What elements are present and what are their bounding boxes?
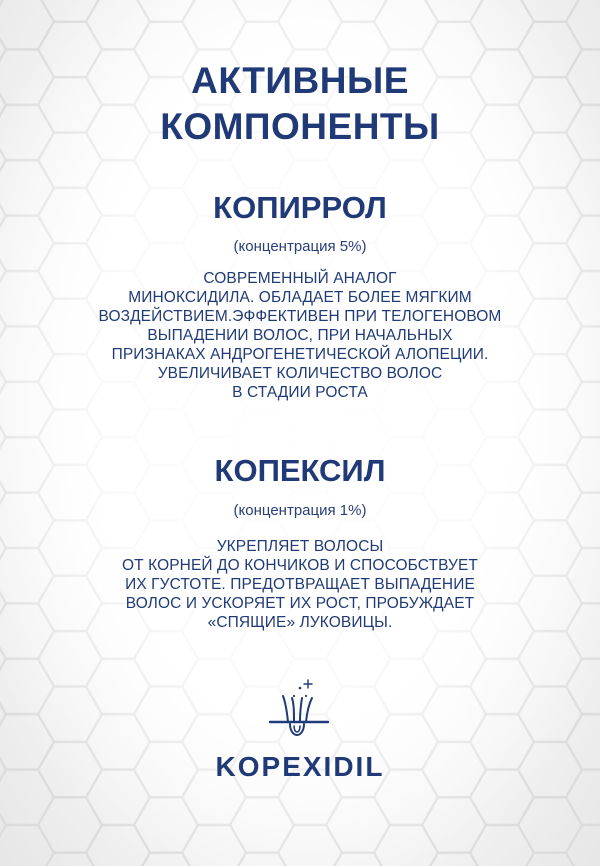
description-line: УКРЕПЛЯЕТ ВОЛОСЫ: [216, 538, 384, 555]
description-line: ВОЗДЕЙСТВИЕМ.ЭФФЕКТИВЕН ПРИ ТЕЛОГЕНОВОМ: [98, 308, 502, 325]
page-title: [0, 58, 600, 150]
component-description-kopeksil: [0, 537, 600, 632]
component-name-kopirrol: КОПИРРОЛ: [213, 190, 387, 225]
description-line: ВОЛОС И УСКОРЯЕТ ИХ РОСТ, ПРОБУЖДАЕТ: [125, 595, 475, 612]
component-name-kopeksil: КОПЕКСИЛ: [214, 453, 386, 488]
description-line: ОТ КОРНЕЙ ДО КОНЧИКОВ И СПОСОБСТВУЕТ: [121, 557, 479, 574]
description-line: ВЫПАДЕНИИ ВОЛОС, ПРИ НАЧАЛЬНЫХ: [147, 327, 453, 344]
description-line: В СТАДИИ РОСТА: [232, 384, 368, 401]
description-line: УВЕЛИЧИВАЕТ КОЛИЧЕСТВО ВОЛОС: [157, 365, 443, 382]
description-line: ИХ ГУСТОТЕ. ПРЕДОТВРАЩАЕТ ВЫПАДЕНИЕ: [125, 576, 475, 593]
component-concentration-kopeksil: (концентрация 1%): [233, 502, 367, 519]
brand-logo-text: KOPEXIDIL: [215, 751, 385, 782]
hair-follicle-icon: [266, 676, 332, 740]
page-title-line-2: КОМПОНЕНТЫ: [160, 106, 440, 147]
description-line: ПРИЗНАКАХ АНДРОГЕНЕТИЧЕСКОЙ АЛОПЕЦИИ.: [111, 346, 489, 363]
description-line: «СПЯЩИЕ» ЛУКОВИЦЫ.: [207, 614, 393, 631]
description-line: СОВРЕМЕННЫЙ АНАЛОГ: [203, 270, 397, 287]
page-title-line-1: АКТИВНЫЕ: [191, 60, 409, 101]
component-description-kopirrol: [0, 269, 600, 402]
description-line: МИНОКСИДИЛА. ОБЛАДАЕТ БОЛЕЕ МЯГКИМ: [128, 289, 472, 306]
component-concentration-kopirrol: (концентрация 5%): [233, 238, 367, 255]
